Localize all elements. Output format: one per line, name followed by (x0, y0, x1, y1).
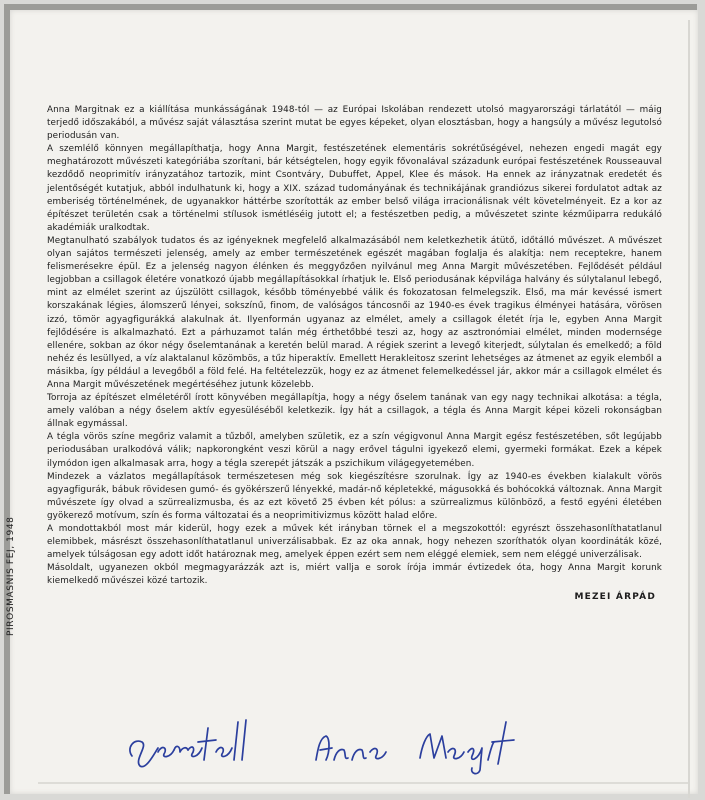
vertical-caption: PIROSMASNIS FEJ, 1948 (6, 516, 16, 636)
paragraph-1: Anna Margitnak ez a kiállítása munkásságának 1948-tól — az Európai Iskolában rendezett utolsó magyarországi tárlatától — máig terjedő időszakából, a művész saját választása szerint mutat be egyes képeket, olyan elosztásban, hogy a hangsúly a művész legutolsó periodusán van. (47, 105, 662, 142)
paragraph-6: Mindezek a vázlatos megállapítások természetesen még sok kiegészítésre szorulnak. Így az 1940-es években kialakult vörös agyagfigurák, bábuk rövidesen gumó- és gyökérszerű lényekké, madár-nő képletekké, mágusokká és bohócokká változnak. Anna Margit művészete így olvad a szürrealizmusba, és az ezt követő 25 évben két pólus: a szürrealizmus különböző, a festő egyéni életében gyökerező motívum, szín és forma változatai és a neoprimitivizmus között halad előre. (47, 471, 662, 521)
paragraph-7: A mondottakból most már kiderül, hogy ezek a művek két irányban törnek el a megszokottól: egyrészt összehasonlíthatatlanul elemibbek, másrészt összehasonlíthatatlanul univerzálisabbak. Ez az oka annak, hogy nehezen szoríthatók olyan koordináták közé, amelyek túlságosan egy adott időt határoznak meg, amelyek éppen ezért sem nem eléggé elemiek, sem nem eléggé univerzálisak. (47, 524, 662, 561)
paragraph-2: A szemlélő könnyen megállapíthatja, hogy Anna Margit, festészetének elementáris sokrétűségével, nehezen engedi magát egy meghatározott művészeti kategóriába szorítani, bár kétségtelen, hogy egyik fővonalával századunk európai festészetének Rousseauval kezdődő neoprimitív irányzatához tartozik, mint Csontváry, Dubuffet, Appel, Klee és mások. Ha ennek az irányzatnak eredetét és jelentőségét kutatjuk, abból indulhatunk ki, hogy a XIX. század tudományának és technikájának grandiózus sikerei fordulatot adtak az emberiség történelmének, de ugyanakkor háttérbe szorították az ember belső világa irracionálisnak vélt követelményeit. Ez a kor az építészet területén csak a történelmi stílusok ismétléséig jutott el; a festészetben pedig, a művészetet szinte kézműiparra redukáló akadémiák uralkodtak. (47, 144, 662, 233)
paragraph-3: Megtanulható szabályok tudatos és az igényeknek megfelelő alkalmazásából nem keletkezhetik átütő, időtálló művészet. A művészet olyan sajátos természeti jelenség, amely az ember természetének egészét magában foglalja és alakítja: nem receptekre, hanem felismerésekre épül. Ez a jelenség nagyon élénken és meggyőzően nyilvánul meg Anna Margit művészetében. Fejlődését például legjobban a csillagok életére vonatkozó újabb megállapításokkal írhatjuk le. Első periodusának képvilága halvány és súlytalanul lebegő, mint az elmélet szerint az újszülött csillagok, később töményebbé válik és fokozatosan felmelegszik. Első, ma már kevéssé ismert korszakának légies, álomszerű lényei, sokszínű, finom, de valóságos táncosnői az 1940-es évek tragikus élményei hatására, vörösen izzó, tömör agyagfigurákká alakulnak át. Ilyenformán ugyanaz az elmélet, amely a csillagok életét írja le, egyben Anna Margit fejlődésére is alkalmazható. Ezt a párhuzamot talán még érthetőbbé teszi az, hogy az asztronómiai elmélet, minden modernsége ellenére, sokban az ókor négy őselemtanának a keretén belül marad. A régiek szerint a levegő kiterjedt, súlytalan és emelkedő; a föld nehéz és lesüllyed, a víz alaktalanul közömbös, a tűz hiperaktív. Emellett Herakleitosz szerint lehetséges az átmenet az egyik elemből a másikba, így például a levegőből a föld felé. Ha feltételezzük, hogy ez az átmenet felemelkedéssel jár, akkor már a csillagok elmélet és Anna Margit művészetének megértéséhez jutunk közelebb. (47, 235, 662, 390)
handwritten-signature (120, 708, 520, 778)
author-name: MEZEI ÁRPÁD (574, 592, 656, 603)
essay-text (47, 104, 662, 602)
paragraph-8: Másoldalt, ugyanezen okból megmagyarázzák azt is, miért vallja e sorok írója immár évtizedek óta, hogy Anna Margit korunk kiemelkedő művészei közé tartozik. (47, 563, 662, 587)
paragraph-4: Torroja az építészet elméletéről írott könyvében megállapítja, hogy a négy őselem tanának van egy nagy technikai alkotása: a tégla, amely valóban a négy őselem aktív egyesüléséből keletkezik. Így hát a csillagok, a tégla és Anna Margit képei közeli rokonságban állnak egymással. (47, 393, 662, 430)
paragraph-5: A tégla vörös színe megőriz valamit a tűzből, amelyben születik, ez a szín végigvonul Anna Margit egész festészetében, sőt legújabb periodusában uralkodóvá válik; napkorongként veszi körül a nagy erővel tágulni igyekező elemi, gyermeki formákat. Ezek a képek ilymódon igen alkalmasak arra, hogy a tégla szerepét játszák a pszichikum világegyetemében. (47, 432, 662, 469)
sheet-edge-bottom (38, 782, 688, 784)
sheet-edge-right (688, 20, 690, 798)
